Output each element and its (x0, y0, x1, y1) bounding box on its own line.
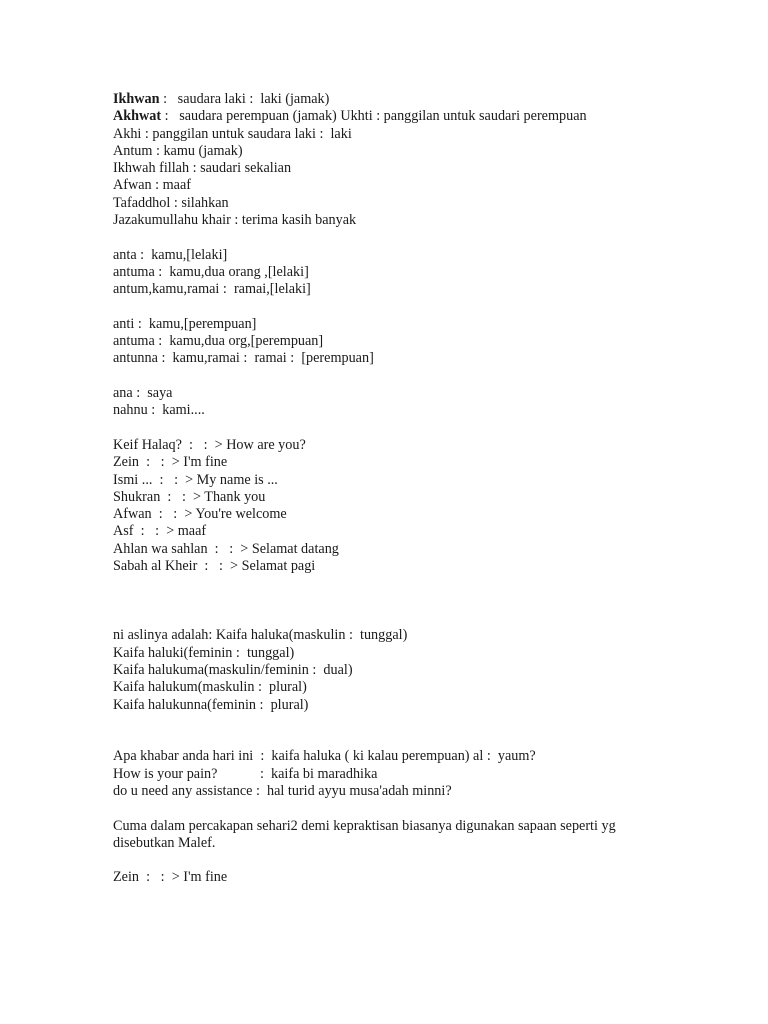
akhwat-term: Akhwat (113, 108, 162, 125)
text-line: nahnu : kami.... (113, 402, 205, 419)
akhwat-definition: : saudara perempuan (jamak) Ukhti : panggilan untuk saudari perempuan (161, 108, 587, 125)
text-line: Kaifa halukuma(maskulin/feminin : dual) (113, 661, 353, 678)
text-line: ni aslinya adalah: Kaifa haluka(maskulin : tunggal) (113, 627, 408, 644)
paragraph-gap (113, 800, 753, 817)
paragraph-gap (113, 852, 753, 869)
text-line: antum,kamu,ramai : ramai,[lelaki] (113, 281, 311, 298)
text-line: Asf : : > maaf (113, 523, 207, 540)
paragraph-gap (113, 420, 753, 437)
paragraph-gap (113, 368, 753, 385)
paragraph-gap (113, 229, 753, 246)
ikhwan-line (113, 91, 753, 108)
text-line: disebutkan Malef. (113, 834, 216, 851)
paragraph-gap (113, 575, 753, 627)
text-line: Apa khabar anda hari ini : kaifa haluka ( ki kalau perempuan) al : yaum? (113, 748, 536, 765)
paragraph-gap (113, 714, 753, 749)
text-line: antunna : kamu,ramai : ramai : [perempuan] (113, 350, 374, 367)
text-line: Ahlan wa sahlan : : > Selamat datang (113, 540, 339, 557)
text-line: Zein : : > I'm fine (113, 454, 228, 471)
text-line: Akhi : panggilan untuk saudara laki : laki (113, 125, 352, 142)
akhwat-line (113, 108, 753, 125)
paragraph-gap (113, 299, 753, 316)
text-line: Afwan : : > You're welcome (113, 506, 287, 523)
text-line: Kaifa halukunna(feminin : plural) (113, 696, 309, 713)
text-line: ana : saya (113, 385, 173, 402)
text-line: Ismi ... : : > My name is ... (113, 471, 278, 488)
text-line: Cuma dalam percakapan sehari2 demi kepraktisan biasanya digunakan sapaan seperti yg (113, 817, 616, 834)
text-line: Kaifa halukum(maskulin : plural) (113, 679, 307, 696)
text-line: Jazakumullahu khair : terima kasih banyak (113, 212, 357, 229)
text-line: do u need any assistance : hal turid ayyu musa'adah minni? (113, 782, 452, 799)
text-line: Ikhwah fillah : saudari sekalian (113, 160, 292, 177)
text-line: Antum : kamu (jamak) (113, 142, 243, 159)
text-line: Zein : : > I'm fine (113, 869, 228, 886)
text-line: anti : kamu,[perempuan] (113, 315, 257, 332)
text-line: Tafaddhol : silahkan (113, 194, 229, 211)
text-line: How is your pain? : kaifa bi maradhika (113, 765, 378, 782)
text-line: Kaifa haluki(feminin : tunggal) (113, 644, 295, 661)
text-line: Shukran : : > Thank you (113, 488, 266, 505)
text-line: antuma : kamu,dua orang ,[lelaki] (113, 263, 309, 280)
text-line: Sabah al Kheir : : > Selamat pagi (113, 558, 316, 575)
text-line: Afwan : maaf (113, 177, 191, 194)
ikhwan-definition: : saudara laki : laki (jamak) (159, 91, 330, 107)
text-line: antuma : kamu,dua org,[perempuan] (113, 333, 324, 350)
ikhwan-term: Ikhwan (113, 91, 160, 107)
text-line: Keif Halaq? : : > How are you? (113, 436, 306, 453)
document-body (113, 91, 753, 887)
text-line: anta : kamu,[lelaki] (113, 246, 228, 263)
